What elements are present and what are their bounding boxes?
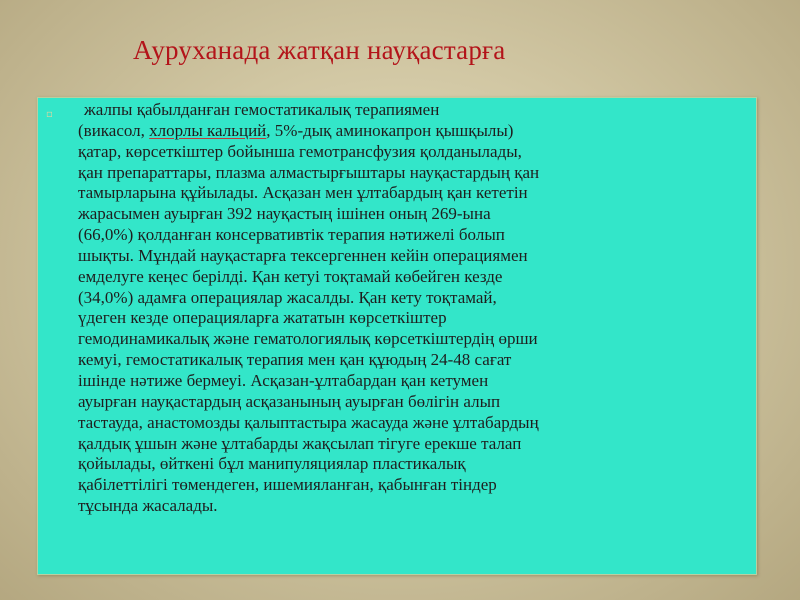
- text-line: жалпы қабылданған гемостатикалық терапиямен: [84, 100, 440, 119]
- text-line: шықты. Мұндай науқастарға тексергеннен кейін операциямен: [78, 245, 528, 265]
- text-line: қабілеттілігі төмендеген, ишемияланған, қабынған тіндер: [78, 475, 497, 495]
- text-line: ішінде нәтиже бермеуі. Асқазан-ұлтабардан қан кетумен: [78, 370, 489, 390]
- text-line: кемуі, гемостатикалық терапия мен қан құюдың 24-48 сағат: [78, 350, 512, 370]
- text-line: жарасымен ауырған 392 науқастың ішінен оның 269-ына: [78, 204, 491, 224]
- text-line: [78, 121, 754, 142]
- text-segment: , 5%-дық аминокапрон қышқылы): [266, 120, 514, 140]
- text-line: ауырған науқастардың асқазанының ауырған бөлігін алып: [78, 391, 501, 411]
- text-segment: (викасол,: [78, 120, 150, 140]
- bullet-icon: ▫: [46, 109, 53, 120]
- calcium-chloride-link[interactable]: хлорлы кальций: [149, 120, 267, 140]
- text-line: (66,0%) қолданған консервативтік терапия нәтижелі болып: [78, 225, 505, 245]
- text-line: қатар, көрсеткіштер бойынша гемотрансфузия қолданылады,: [78, 141, 522, 161]
- text-line: үдеген кезде операцияларға жататын көрсеткіштер: [78, 308, 447, 328]
- text-line: қалдық ұшын және ұлтабарды жақсылап тігуге ерекше талап: [78, 433, 522, 453]
- slide-title: Ауруханада жатқан науқастарға: [133, 35, 506, 65]
- text-line: тамырларына құйылады. Асқазан мен ұлтабардың қан кететін: [78, 183, 528, 203]
- text-line: тұсында жасалады.: [78, 496, 218, 516]
- text-line: қойылады, өйткені бұл манипуляциялар пластикалық: [78, 454, 466, 474]
- content-box: [37, 97, 757, 575]
- text-line: емделуге кеңес берілді. Қан кетуі тоқтамай көбейген кезде: [78, 266, 503, 286]
- text-line: (34,0%) адамға операциялар жасалды. Қан кету тоқтамай,: [78, 287, 497, 307]
- text-line: гемодинамикалық және гематологиялық көрсеткіштердің өрши: [78, 329, 538, 349]
- text-line: қан препараттары, плазма алмастырғыштары науқастардың қан: [78, 162, 540, 182]
- body-text: [78, 100, 754, 517]
- text-line: тастауда, анастомозды қалыптастыра жасауда және ұлтабардың: [78, 412, 539, 432]
